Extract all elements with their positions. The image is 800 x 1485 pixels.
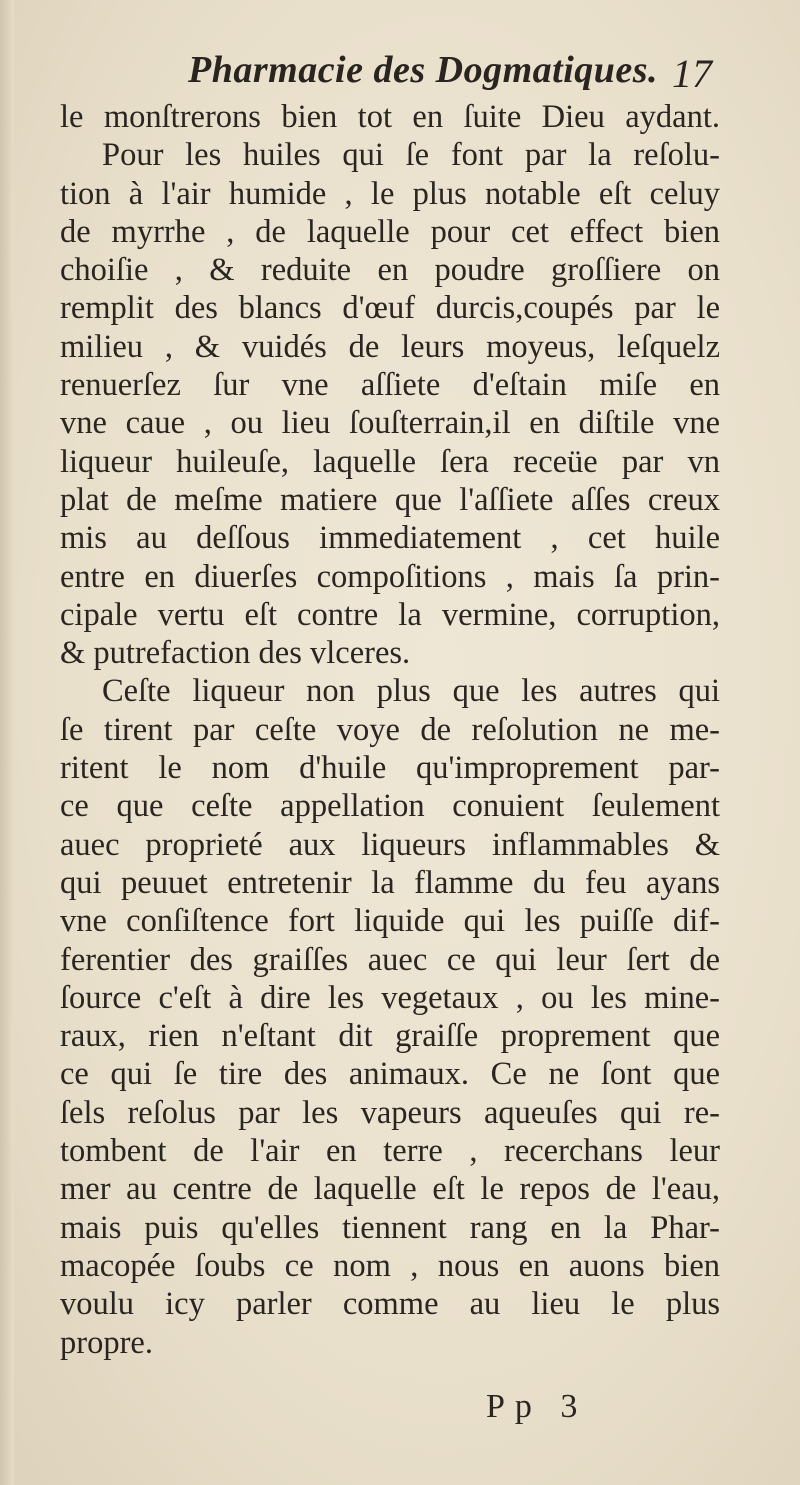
text-line: & putrefaction des vlceres. [60,635,411,672]
text-line: de myrrhe , de laquelle pour cet effect bien [60,213,720,250]
text-line: auec proprieté aux liqueurs inflammables & [60,826,720,863]
text-line: vne caue , ou lieu ſouſterrain,il en diſtile vne [60,405,720,442]
text-line: cipale vertu eſt contre la vermine, corruption, [60,596,720,633]
text-line: Pour les huiles qui ſe font par la reſolu- [102,137,720,174]
text-line: renuerſez ſur vne aſſiete d'eſtain miſe en [60,367,720,404]
text-line: ſource c'eſt à dire les vegetaux , ou les mine- [60,979,720,1016]
text-line: plat de meſme matiere que l'aſſiete aſſes creux [60,481,720,518]
text-line: ce que ceſte appellation conuient ſeulement [60,788,720,825]
text-line: entre en diuerſes compoſitions , mais ſa prin- [60,558,720,595]
text-line: qui peuuet entretenir la flamme du feu ayans [60,864,720,901]
text-line: liqueur huileuſe, laquelle ſera receüe par vn [60,443,720,480]
page-header [0,48,800,98]
text-line: ritent le nom d'huile qu'improprement par- [60,750,720,787]
text-line: choiſie , & reduite en poudre groſſiere on [60,252,720,289]
page-binding-edge [0,0,14,1485]
text-line: vne conſiſtence fort liquide qui les puiſſe dif- [60,903,720,940]
body-text [60,98,720,1362]
text-line: milieu , & vuidés de leurs moyeus, leſquelz [60,328,720,365]
text-line: tion à l'air humide , le plus notable eſt celuy [60,175,720,212]
text-line: raux, rien n'eſtant dit graiſſe proprement que [60,1018,720,1055]
text-line: ſe tirent par ceſte voye de reſolution ne me- [60,711,720,748]
text-line: propre. [60,1324,153,1361]
printer-signature: Pp 3 [486,1388,588,1425]
text-line: ſels reſolus par les vapeurs aqueuſes qui re- [60,1094,720,1131]
text-line: voulu icy parler comme au lieu le plus [60,1286,720,1323]
text-line: tombent de l'air en terre , recerchans leur [60,1133,720,1170]
text-line: mer au centre de laquelle eſt le repos de l'eau, [60,1171,720,1208]
text-line: mis au deſſous immediatement , cet huile [60,520,720,557]
page-number: 17 [672,51,712,96]
text-line: remplit des blancs d'œuf durcis,coupés par le [60,290,720,327]
text-line: le monſtrerons bien tot en ſuite Dieu aydant. [60,99,720,135]
text-line: mais puis qu'elles tiennent rang en la Phar- [60,1209,720,1246]
text-line: Ceſte liqueur non plus que les autres qui [102,673,720,710]
text-line: ce qui ſe tire des animaux. Ce ne ſont que [60,1056,720,1093]
text-line: macopée ſoubs ce nom , nous en auons bien [60,1247,720,1284]
running-title: Pharmacie des Dogmatiques. [188,49,659,91]
text-line: ferentier des graiſſes auec ce qui leur ſert de [60,941,720,978]
